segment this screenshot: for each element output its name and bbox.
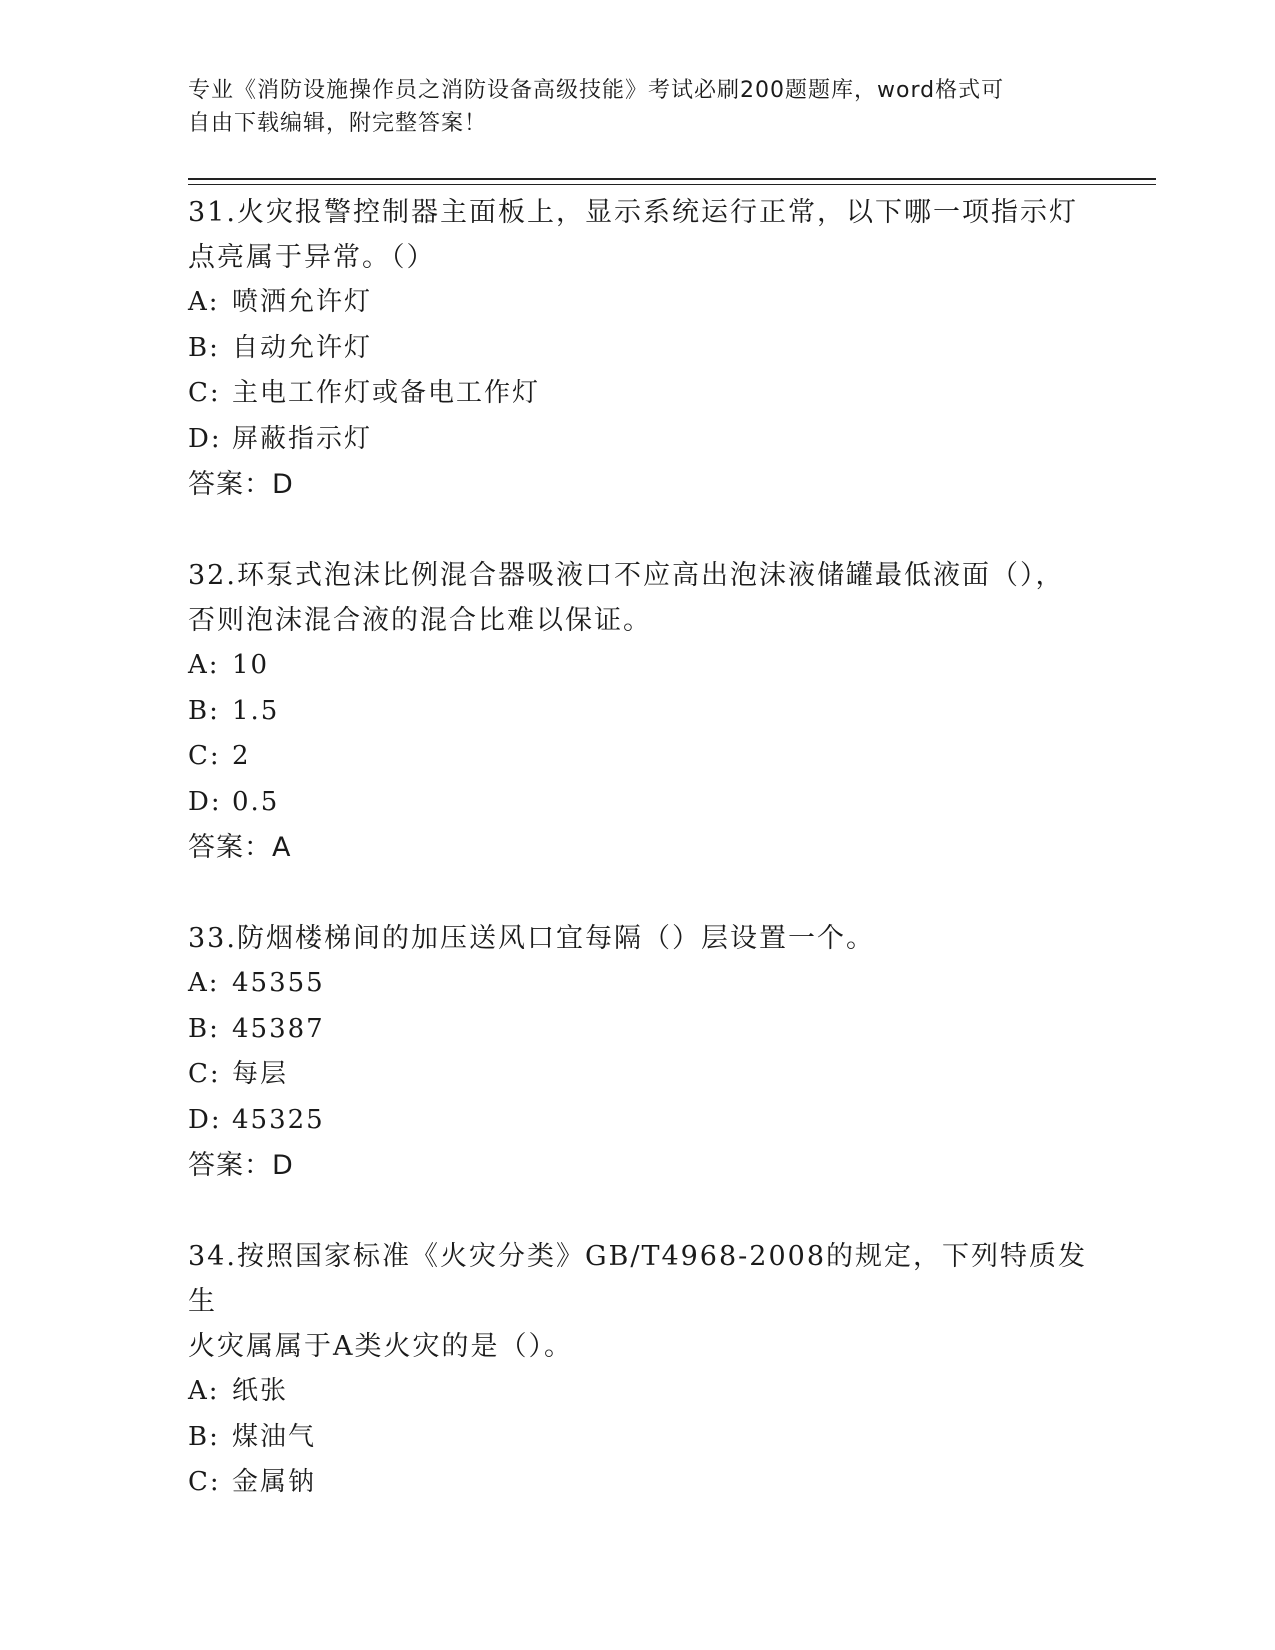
option-text: 10: [232, 650, 270, 680]
header-line-1: 专业《消防设施操作员之消防设备高级技能》考试必刷200题题库，word格式可: [188, 78, 1005, 103]
question-text-line-1: 31.火灾报警控制器主面板上，显示系统运行正常，以下哪一项指示灯: [188, 197, 1078, 228]
option-text: 纸张: [232, 1376, 289, 1406]
option-letter: A:: [188, 968, 220, 998]
answer-line: 答案：D: [188, 1150, 294, 1181]
option-letter: A:: [188, 1376, 220, 1406]
option-letter: C:: [188, 378, 221, 408]
option-letter: D:: [188, 1104, 222, 1135]
header-divider-thin: [188, 184, 1156, 185]
option-a: [188, 1369, 1088, 1415]
header-line-2: 自由下载编辑，附完整答案！: [188, 111, 488, 136]
question-text: [188, 553, 1088, 643]
option-c: [188, 1052, 1088, 1098]
question-list: [188, 190, 1088, 1552]
option-d: [188, 417, 1088, 463]
option-letter: C:: [188, 741, 221, 771]
option-text: 45325: [232, 1104, 325, 1135]
option-text: 主电工作灯或备电工作灯: [232, 378, 541, 408]
question-text-line-2: 点亮属于异常。（）: [188, 242, 436, 273]
option-text: 每层: [232, 1059, 289, 1089]
option-c: [188, 734, 1088, 780]
header-divider-thick: [188, 178, 1156, 180]
option-text: 金属钠: [232, 1467, 317, 1497]
question-text-line-1: 33.防烟楼梯间的加压送风口宜每隔（）层设置一个。: [188, 923, 875, 954]
option-b: [188, 689, 1088, 735]
question-32: [188, 553, 1088, 870]
option-text: 喷洒允许灯: [232, 287, 373, 317]
option-letter: B:: [188, 332, 220, 363]
option-letter: C:: [188, 1467, 221, 1497]
option-a: [188, 643, 1088, 689]
question-text-line-1: 32.环泵式泡沫比例混合器吸液口不应高出泡沫液储罐最低液面（），: [188, 560, 1065, 591]
option-letter: A:: [188, 650, 220, 680]
question-31: [188, 190, 1088, 507]
option-letter: B:: [188, 695, 220, 726]
option-text: 2: [232, 741, 251, 771]
document-header: [188, 74, 1068, 140]
option-c: [188, 371, 1088, 417]
question-text: [188, 916, 1088, 961]
question-text-line-2: 火灾属属于A类火灾的是（）。: [188, 1331, 573, 1362]
option-text: 45355: [232, 968, 325, 998]
option-letter: C:: [188, 1059, 221, 1089]
option-b: [188, 1415, 1088, 1461]
option-b: [188, 1007, 1088, 1053]
option-text: 45387: [232, 1013, 325, 1044]
option-text: 自动允许灯: [232, 332, 373, 363]
option-text: 屏蔽指示灯: [232, 423, 373, 454]
option-text: 0.5: [232, 786, 280, 817]
question-text: [188, 1234, 1088, 1369]
option-letter: A:: [188, 287, 220, 317]
option-text: 1.5: [232, 695, 280, 726]
question-33: [188, 916, 1088, 1188]
option-letter: B:: [188, 1013, 220, 1044]
option-letter: B:: [188, 1421, 220, 1452]
question-text: [188, 190, 1088, 280]
option-a: [188, 280, 1088, 326]
option-letter: D:: [188, 786, 222, 817]
option-a: [188, 961, 1088, 1007]
question-text-line-1: 34.按照国家标准《火灾分类》GB/T4968-2008的规定，下列特质发生: [188, 1241, 1088, 1317]
option-b: [188, 326, 1088, 372]
option-d: [188, 1098, 1088, 1144]
question-34: [188, 1234, 1088, 1506]
answer-line: 答案：A: [188, 832, 292, 863]
question-text-line-2: 否则泡沫混合液的混合比难以保证。: [188, 605, 652, 636]
option-c: [188, 1460, 1088, 1506]
option-d: [188, 780, 1088, 826]
answer-line: 答案：D: [188, 469, 294, 500]
option-letter: D:: [188, 423, 222, 454]
option-text: 煤油气: [232, 1421, 317, 1452]
